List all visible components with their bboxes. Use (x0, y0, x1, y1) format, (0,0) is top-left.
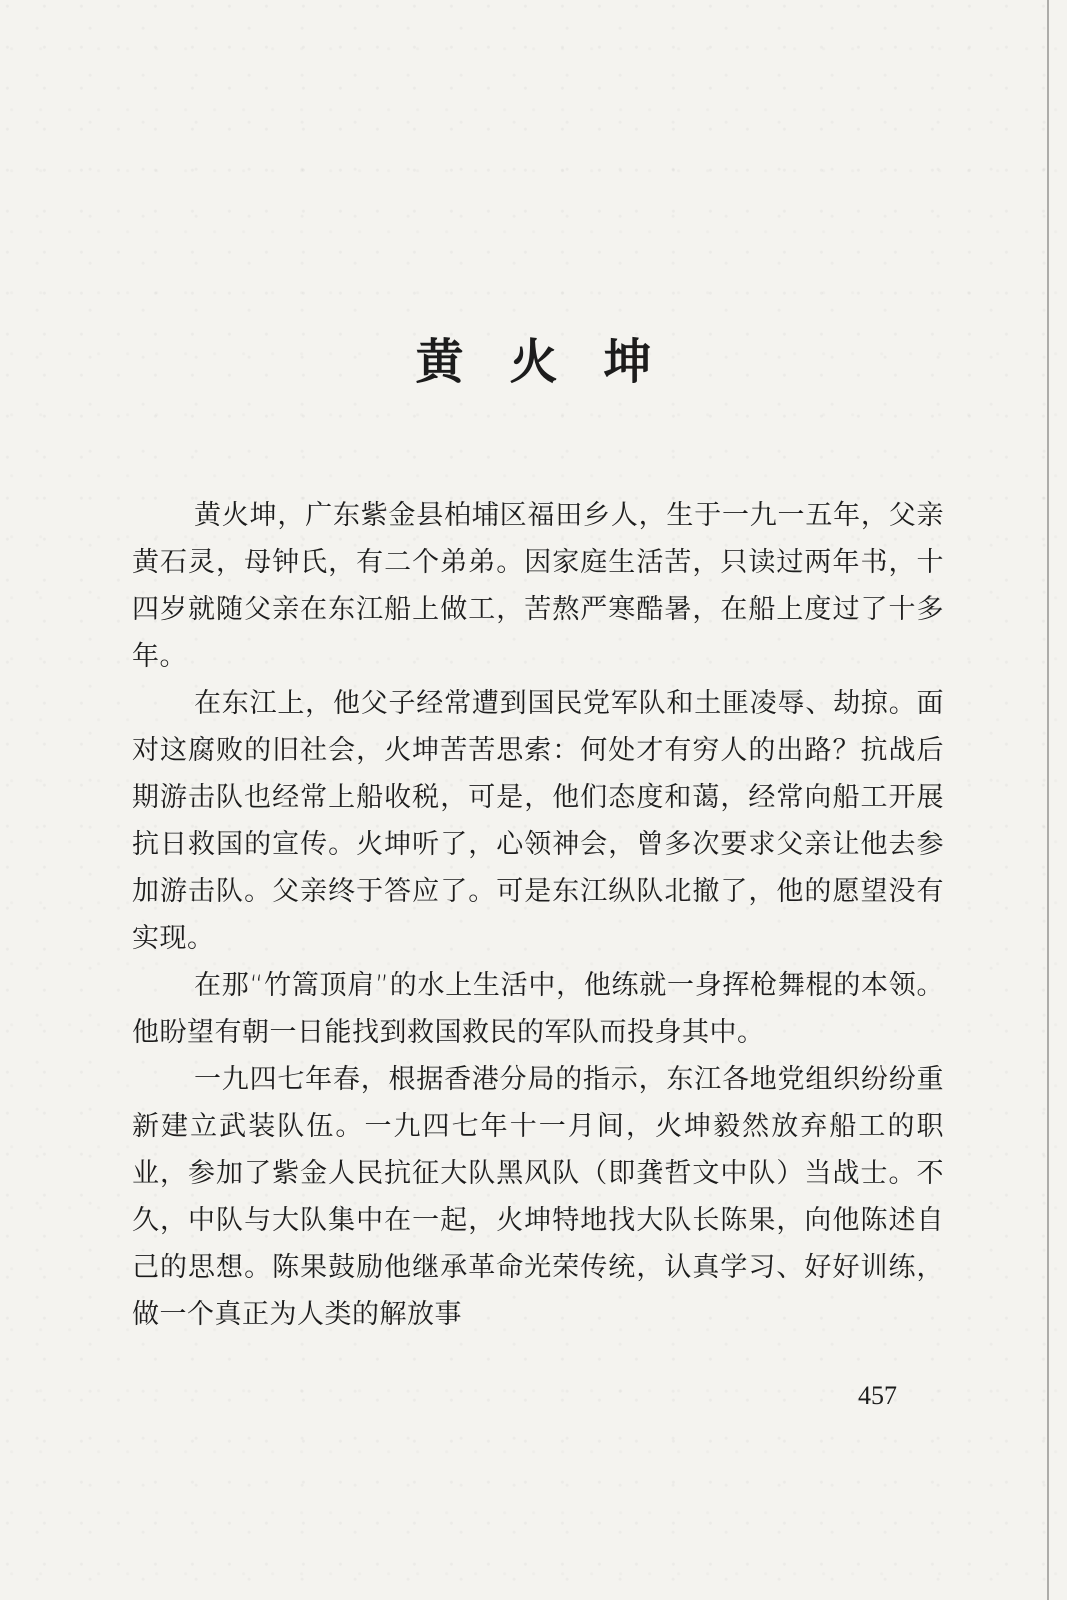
page-edge-line (1047, 0, 1049, 1600)
paragraph: 在东江上，他父子经常遭到国民党军队和土匪凌辱、劫掠。面对这腐败的旧社会，火坤苦苦思索：何处才有穷人的出路？抗战后期游击队也经常上船收税，可是，他们态度和蔼，经常向船工开展抗日救国的宣传。火坤听了，心领神会，曾多次要求父亲让他去参加游击队。父亲终于答应了。可是东江纵队北撤了，他的愿望没有实现。 (132, 688, 944, 954)
paragraph: 在那“竹篙顶肩”的水上生活中，他练就一身挥枪舞棍的本领。他盼望有朝一日能找到救国救民的军队而投身其中。 (132, 970, 944, 1048)
chapter-title: 黄火坤 (415, 334, 698, 390)
paragraph: 黄火坤，广东紫金县柏埔区福田乡人，生于一九一五年，父亲黄石灵，母钟氏，有二个弟弟。因家庭生活苦，只读过两年书，十四岁就随父亲在东江船上做工，苦熬严寒酷暑，在船上度过了十多年。 (132, 500, 944, 672)
body-text (132, 492, 944, 1338)
paragraph: 一九四七年春，根据香港分局的指示，东江各地党组织纷纷重新建立武装队伍。一九四七年十一月间，火坤毅然放弃船工的职业，参加了紫金人民抗征大队黑风队（即龚哲文中队）当战士。不久，中队与大队集中在一起，火坤特地找大队长陈果，向他陈述自己的思想。陈果鼓励他继承革命光荣传统，认真学习、好好训练，做一个真正为人类的解放事 (132, 1064, 944, 1330)
page-number: 457 (858, 1381, 897, 1410)
